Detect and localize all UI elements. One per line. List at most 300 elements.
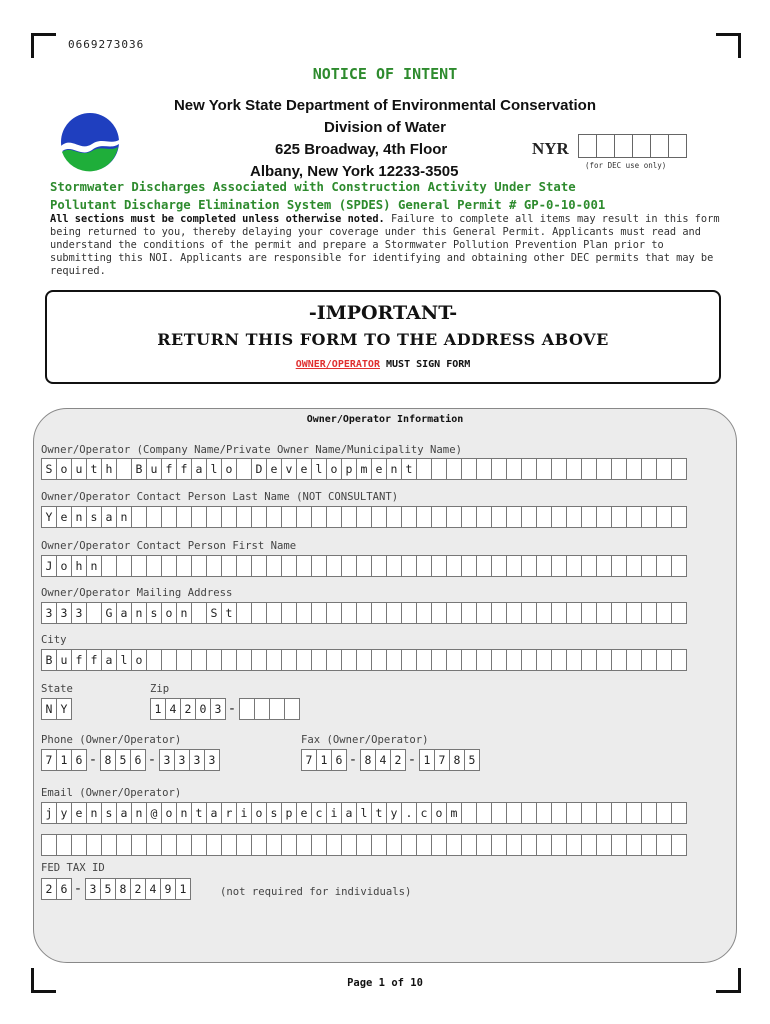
char-box[interactable]: o [161, 802, 177, 824]
char-box[interactable] [311, 834, 327, 856]
char-box[interactable] [401, 602, 417, 624]
char-box[interactable]: 3 [85, 878, 101, 900]
char-box[interactable] [491, 555, 507, 577]
char-box[interactable] [611, 602, 627, 624]
char-box[interactable] [341, 602, 357, 624]
char-box[interactable] [371, 834, 387, 856]
char-box[interactable]: n [86, 555, 102, 577]
char-box[interactable] [566, 602, 582, 624]
char-box[interactable] [641, 506, 657, 528]
char-box[interactable]: f [176, 458, 192, 480]
char-box[interactable]: f [71, 649, 87, 671]
email-field[interactable] [41, 802, 686, 824]
char-box[interactable] [416, 555, 432, 577]
char-box[interactable] [356, 506, 372, 528]
char-box[interactable] [416, 458, 432, 480]
char-box[interactable] [221, 506, 237, 528]
char-box[interactable]: 2 [41, 878, 57, 900]
char-box[interactable]: e [371, 458, 387, 480]
char-box[interactable] [266, 555, 282, 577]
char-box[interactable]: 2 [180, 698, 196, 720]
char-box[interactable] [671, 834, 687, 856]
char-box[interactable]: h [101, 458, 117, 480]
char-box[interactable]: o [221, 458, 237, 480]
char-box[interactable] [461, 602, 477, 624]
char-box[interactable] [236, 834, 252, 856]
char-box[interactable] [656, 602, 672, 624]
char-box[interactable]: 1 [175, 878, 191, 900]
char-box[interactable] [176, 506, 192, 528]
char-box[interactable] [371, 555, 387, 577]
char-box[interactable]: m [356, 458, 372, 480]
char-box[interactable] [461, 834, 477, 856]
char-box[interactable]: B [41, 649, 57, 671]
char-box[interactable] [161, 555, 177, 577]
char-box[interactable]: J [41, 555, 57, 577]
char-box[interactable] [536, 649, 552, 671]
char-box[interactable] [566, 834, 582, 856]
char-box[interactable] [236, 506, 252, 528]
char-box[interactable]: e [71, 802, 87, 824]
char-box[interactable] [551, 458, 567, 480]
char-box[interactable] [536, 506, 552, 528]
char-box[interactable]: 4 [375, 749, 391, 771]
char-box[interactable] [551, 834, 567, 856]
char-box[interactable] [551, 602, 567, 624]
char-box[interactable]: 6 [56, 878, 72, 900]
state-field[interactable] [41, 698, 71, 720]
char-box[interactable]: 5 [115, 749, 131, 771]
char-box[interactable] [176, 834, 192, 856]
char-box[interactable] [236, 458, 252, 480]
char-box[interactable] [311, 602, 327, 624]
char-box[interactable] [611, 649, 627, 671]
char-box[interactable]: 3 [71, 602, 87, 624]
char-box[interactable]: j [41, 802, 57, 824]
char-box[interactable] [206, 506, 222, 528]
char-box[interactable] [416, 834, 432, 856]
char-box[interactable] [239, 698, 255, 720]
char-box[interactable] [491, 602, 507, 624]
char-box[interactable] [596, 555, 612, 577]
char-box[interactable] [566, 506, 582, 528]
char-box[interactable]: 6 [71, 749, 87, 771]
char-box[interactable]: S [206, 602, 222, 624]
char-box[interactable] [161, 834, 177, 856]
char-box[interactable] [581, 458, 597, 480]
char-box[interactable] [446, 602, 462, 624]
char-box[interactable] [191, 834, 207, 856]
char-box[interactable] [281, 602, 297, 624]
char-box[interactable] [431, 602, 447, 624]
char-box[interactable] [296, 555, 312, 577]
char-box[interactable] [161, 506, 177, 528]
char-box[interactable]: o [56, 555, 72, 577]
char-box[interactable] [626, 649, 642, 671]
char-box[interactable]: i [326, 802, 342, 824]
char-box[interactable] [506, 649, 522, 671]
char-box[interactable] [611, 802, 627, 824]
char-box[interactable] [326, 602, 342, 624]
char-box[interactable] [311, 555, 327, 577]
char-box[interactable]: 9 [160, 878, 176, 900]
char-box[interactable]: 1 [150, 698, 166, 720]
char-box[interactable] [131, 506, 147, 528]
char-box[interactable]: n [386, 458, 402, 480]
char-box[interactable] [326, 506, 342, 528]
char-box[interactable] [401, 834, 417, 856]
char-box[interactable] [356, 555, 372, 577]
char-box[interactable]: m [446, 802, 462, 824]
char-box[interactable]: u [71, 458, 87, 480]
char-box[interactable] [281, 555, 297, 577]
char-box[interactable] [416, 602, 432, 624]
char-box[interactable] [341, 506, 357, 528]
char-box[interactable] [626, 506, 642, 528]
char-box[interactable] [146, 506, 162, 528]
char-box[interactable]: n [86, 802, 102, 824]
char-box[interactable]: h [71, 555, 87, 577]
char-box[interactable] [446, 506, 462, 528]
char-box[interactable] [476, 458, 492, 480]
char-box[interactable] [296, 506, 312, 528]
char-box[interactable]: l [311, 458, 327, 480]
char-box[interactable]: n [176, 802, 192, 824]
char-box[interactable]: n [176, 602, 192, 624]
char-box[interactable] [281, 649, 297, 671]
char-box[interactable] [251, 602, 267, 624]
char-box[interactable] [581, 602, 597, 624]
char-box[interactable] [176, 649, 192, 671]
char-box[interactable] [386, 506, 402, 528]
char-box[interactable]: 2 [390, 749, 406, 771]
char-box[interactable] [446, 555, 462, 577]
char-box[interactable] [656, 458, 672, 480]
char-box[interactable] [566, 458, 582, 480]
char-box[interactable] [476, 602, 492, 624]
char-box[interactable] [476, 834, 492, 856]
char-box[interactable]: t [371, 802, 387, 824]
char-box[interactable]: p [281, 802, 297, 824]
char-box[interactable] [521, 458, 537, 480]
char-box[interactable] [416, 649, 432, 671]
char-box[interactable] [671, 649, 687, 671]
char-box[interactable] [521, 834, 537, 856]
char-box[interactable] [671, 555, 687, 577]
char-box[interactable] [371, 649, 387, 671]
char-box[interactable] [221, 649, 237, 671]
char-box[interactable] [596, 506, 612, 528]
char-box[interactable]: o [251, 802, 267, 824]
char-box[interactable] [446, 649, 462, 671]
char-box[interactable] [596, 458, 612, 480]
char-box[interactable] [611, 458, 627, 480]
char-box[interactable] [401, 649, 417, 671]
char-box[interactable]: Y [56, 698, 72, 720]
char-box[interactable] [116, 458, 132, 480]
char-box[interactable]: n [131, 802, 147, 824]
char-box[interactable] [566, 649, 582, 671]
char-box[interactable]: o [326, 458, 342, 480]
char-box[interactable] [566, 555, 582, 577]
char-box[interactable] [461, 802, 477, 824]
char-box[interactable] [656, 555, 672, 577]
char-box[interactable]: n [116, 506, 132, 528]
char-box[interactable]: 2 [130, 878, 146, 900]
company-field[interactable] [41, 458, 686, 480]
char-box[interactable] [536, 602, 552, 624]
char-box[interactable] [536, 834, 552, 856]
char-box[interactable] [641, 458, 657, 480]
char-box[interactable] [491, 834, 507, 856]
char-box[interactable] [281, 834, 297, 856]
char-box[interactable]: 6 [130, 749, 146, 771]
char-box[interactable]: 3 [204, 749, 220, 771]
char-box[interactable]: s [266, 802, 282, 824]
char-box[interactable]: f [86, 649, 102, 671]
char-box[interactable]: a [116, 802, 132, 824]
char-box[interactable] [506, 506, 522, 528]
char-box[interactable] [206, 649, 222, 671]
char-box[interactable]: a [191, 458, 207, 480]
char-box[interactable]: 8 [115, 878, 131, 900]
char-box[interactable] [221, 834, 237, 856]
char-box[interactable]: e [296, 458, 312, 480]
char-box[interactable] [506, 602, 522, 624]
char-box[interactable] [551, 649, 567, 671]
phone-field[interactable] [41, 749, 219, 771]
char-box[interactable] [581, 649, 597, 671]
zip-field[interactable] [150, 698, 299, 720]
char-box[interactable] [311, 649, 327, 671]
char-box[interactable] [491, 802, 507, 824]
char-box[interactable] [401, 555, 417, 577]
char-box[interactable] [191, 649, 207, 671]
char-box[interactable] [626, 802, 642, 824]
char-box[interactable] [296, 602, 312, 624]
char-box[interactable] [431, 506, 447, 528]
char-box[interactable]: l [206, 458, 222, 480]
char-box[interactable]: t [221, 602, 237, 624]
char-box[interactable]: v [281, 458, 297, 480]
char-box[interactable]: 3 [174, 749, 190, 771]
city-field[interactable] [41, 649, 686, 671]
char-box[interactable] [431, 649, 447, 671]
char-box[interactable] [641, 649, 657, 671]
char-box[interactable]: t [86, 458, 102, 480]
char-box[interactable]: o [161, 602, 177, 624]
char-box[interactable] [296, 834, 312, 856]
char-box[interactable] [251, 555, 267, 577]
char-box[interactable] [671, 802, 687, 824]
char-box[interactable]: 8 [360, 749, 376, 771]
char-box[interactable]: 3 [159, 749, 175, 771]
char-box[interactable] [581, 506, 597, 528]
char-box[interactable] [641, 555, 657, 577]
char-box[interactable]: 4 [145, 878, 161, 900]
char-box[interactable]: 5 [100, 878, 116, 900]
char-box[interactable] [146, 649, 162, 671]
char-box[interactable]: 3 [56, 602, 72, 624]
char-box[interactable]: 3 [41, 602, 57, 624]
char-box[interactable] [386, 649, 402, 671]
char-box[interactable]: n [131, 602, 147, 624]
char-box[interactable] [581, 802, 597, 824]
char-box[interactable] [386, 834, 402, 856]
char-box[interactable]: e [266, 458, 282, 480]
char-box[interactable]: D [251, 458, 267, 480]
char-box[interactable] [521, 649, 537, 671]
char-box[interactable] [551, 555, 567, 577]
char-box[interactable] [521, 602, 537, 624]
char-box[interactable]: u [56, 649, 72, 671]
char-box[interactable] [566, 802, 582, 824]
char-box[interactable] [626, 555, 642, 577]
char-box[interactable] [596, 834, 612, 856]
char-box[interactable]: 5 [464, 749, 480, 771]
char-box[interactable] [254, 698, 270, 720]
char-box[interactable] [656, 834, 672, 856]
char-box[interactable] [476, 555, 492, 577]
char-box[interactable] [371, 602, 387, 624]
mailing-address-field[interactable] [41, 602, 686, 624]
char-box[interactable]: N [41, 698, 57, 720]
char-box[interactable] [581, 555, 597, 577]
char-box[interactable] [671, 458, 687, 480]
char-box[interactable]: 3 [210, 698, 226, 720]
char-box[interactable] [671, 506, 687, 528]
char-box[interactable]: s [146, 602, 162, 624]
char-box[interactable]: 7 [434, 749, 450, 771]
char-box[interactable]: 7 [301, 749, 317, 771]
char-box[interactable]: 8 [449, 749, 465, 771]
char-box[interactable] [326, 649, 342, 671]
char-box[interactable]: . [401, 802, 417, 824]
char-box[interactable] [356, 602, 372, 624]
char-box[interactable] [536, 555, 552, 577]
char-box[interactable] [641, 602, 657, 624]
char-box[interactable] [551, 802, 567, 824]
char-box[interactable] [206, 555, 222, 577]
char-box[interactable] [236, 649, 252, 671]
char-box[interactable]: e [56, 506, 72, 528]
char-box[interactable] [476, 506, 492, 528]
char-box[interactable]: 8 [100, 749, 116, 771]
char-box[interactable]: Y [41, 506, 57, 528]
char-box[interactable] [191, 555, 207, 577]
char-box[interactable] [476, 802, 492, 824]
char-box[interactable] [341, 649, 357, 671]
char-box[interactable] [56, 834, 72, 856]
char-box[interactable]: p [341, 458, 357, 480]
char-box[interactable] [536, 458, 552, 480]
char-box[interactable] [431, 458, 447, 480]
char-box[interactable] [341, 555, 357, 577]
char-box[interactable] [131, 834, 147, 856]
char-box[interactable] [641, 834, 657, 856]
char-box[interactable]: c [416, 802, 432, 824]
char-box[interactable] [191, 602, 207, 624]
char-box[interactable] [296, 649, 312, 671]
email-field-line-2[interactable] [41, 834, 686, 856]
fax-field[interactable] [301, 749, 479, 771]
char-box[interactable] [161, 649, 177, 671]
char-box[interactable] [191, 506, 207, 528]
char-box[interactable] [251, 506, 267, 528]
char-box[interactable] [269, 698, 285, 720]
char-box[interactable]: t [191, 802, 207, 824]
char-box[interactable] [176, 555, 192, 577]
char-box[interactable] [221, 555, 237, 577]
char-box[interactable] [386, 602, 402, 624]
char-box[interactable] [281, 506, 297, 528]
char-box[interactable] [596, 602, 612, 624]
char-box[interactable] [581, 834, 597, 856]
char-box[interactable]: 1 [316, 749, 332, 771]
char-box[interactable] [356, 834, 372, 856]
char-box[interactable] [551, 506, 567, 528]
char-box[interactable] [236, 602, 252, 624]
char-box[interactable] [446, 458, 462, 480]
char-box[interactable]: 0 [195, 698, 211, 720]
char-box[interactable]: G [101, 602, 117, 624]
char-box[interactable]: a [101, 506, 117, 528]
char-box[interactable] [596, 649, 612, 671]
char-box[interactable] [146, 834, 162, 856]
char-box[interactable] [521, 506, 537, 528]
char-box[interactable]: 7 [41, 749, 57, 771]
char-box[interactable] [521, 802, 537, 824]
char-box[interactable]: i [236, 802, 252, 824]
char-box[interactable] [506, 458, 522, 480]
char-box[interactable] [491, 458, 507, 480]
char-box[interactable] [251, 649, 267, 671]
char-box[interactable]: a [101, 649, 117, 671]
char-box[interactable]: r [221, 802, 237, 824]
char-box[interactable] [86, 602, 102, 624]
char-box[interactable] [71, 834, 87, 856]
char-box[interactable] [461, 649, 477, 671]
char-box[interactable]: o [56, 458, 72, 480]
char-box[interactable] [506, 555, 522, 577]
char-box[interactable]: e [296, 802, 312, 824]
char-box[interactable]: a [206, 802, 222, 824]
char-box[interactable] [611, 834, 627, 856]
char-box[interactable]: y [56, 802, 72, 824]
char-box[interactable]: c [311, 802, 327, 824]
char-box[interactable] [284, 698, 300, 720]
char-box[interactable] [491, 506, 507, 528]
char-box[interactable] [626, 458, 642, 480]
char-box[interactable]: s [101, 802, 117, 824]
char-box[interactable] [521, 555, 537, 577]
char-box[interactable] [101, 555, 117, 577]
char-box[interactable] [356, 649, 372, 671]
char-box[interactable] [431, 834, 447, 856]
fed-tax-id-field[interactable] [41, 878, 190, 900]
char-box[interactable] [461, 458, 477, 480]
char-box[interactable] [461, 506, 477, 528]
char-box[interactable] [626, 834, 642, 856]
char-box[interactable] [266, 602, 282, 624]
char-box[interactable] [41, 834, 57, 856]
char-box[interactable] [506, 834, 522, 856]
char-box[interactable] [326, 555, 342, 577]
last-name-field[interactable] [41, 506, 686, 528]
char-box[interactable] [251, 834, 267, 856]
char-box[interactable]: S [41, 458, 57, 480]
char-box[interactable] [101, 834, 117, 856]
